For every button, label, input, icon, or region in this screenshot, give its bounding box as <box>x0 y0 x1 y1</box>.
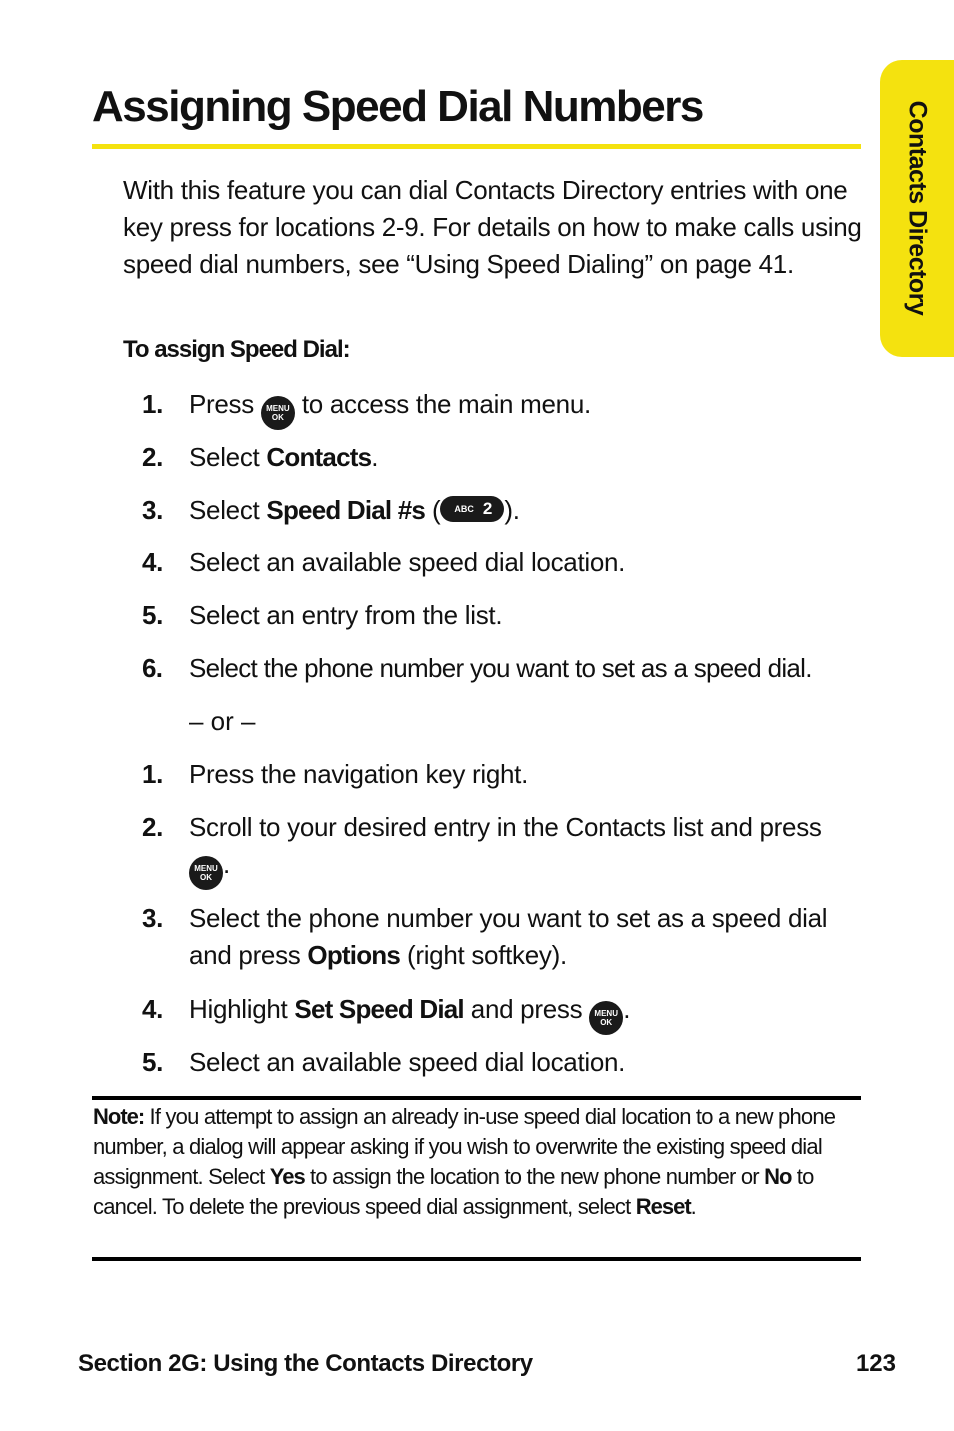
menu-ok-key-icon: MENU OK <box>189 856 223 890</box>
step-number: 1. <box>142 389 164 419</box>
menu-ok-key-icon: MENU OK <box>589 1001 623 1035</box>
procedure-heading: To assign Speed Dial: <box>123 336 350 363</box>
step-number: 3. <box>142 903 164 933</box>
note-label: Note: <box>93 1104 145 1129</box>
menu-term-contacts: Contacts <box>266 442 372 472</box>
intro-paragraph: With this feature you can dial Contacts Directory entries with one key press for locations 2-9. For details on how to make calls using speed dial numbers, see “Using Speed Dialing” on page 41. <box>123 175 862 279</box>
title-underline <box>92 144 861 149</box>
step-b3: 3. Select the phone number you want to set as a speed dial and press Options (right softkey). <box>142 900 862 974</box>
step-a4: 4. Select an available speed dial location. <box>142 544 862 581</box>
step-number: 5. <box>142 600 164 630</box>
menu-ok-key-icon: MENU OK <box>261 396 295 430</box>
page-number: 123 <box>855 1350 896 1377</box>
step-b4: 4. Highlight Set Speed Dial and press MENU OK . <box>142 991 862 1035</box>
step-number: 5. <box>142 1047 164 1077</box>
footer-section: Section 2G: Using the Contacts Directory <box>78 1350 533 1377</box>
or-separator: – or – <box>189 706 256 736</box>
note-top-rule <box>92 1096 861 1100</box>
menu-term-speed-dial: Speed Dial #s <box>266 495 426 525</box>
abc-2-key-icon: ABC 2 <box>440 496 504 522</box>
step-a5: 5. Select an entry from the list. <box>142 597 862 634</box>
step-a6: 6. Select the phone number you want to set as a speed dial. <box>142 650 862 687</box>
step-a2: 2. Select Contacts. <box>142 439 862 476</box>
step-number: 3. <box>142 495 164 525</box>
step-number: 2. <box>142 442 164 472</box>
step-a3: 3. Select Speed Dial #s ( ABC 2 ). <box>142 492 862 529</box>
note-box: Note: If you attempt to assign an already in-use speed dial location to a new phone number, a dialog will appear asking if you wish to overwrite the existing speed dial assignment. Select Yes to assign the location to the new phone number or No to cancel. To delete the previous speed dial assignment, select Reset. <box>93 1104 836 1219</box>
step-number: 4. <box>142 547 164 577</box>
step-b1: 1. Press the navigation key right. <box>142 756 862 793</box>
step-number: 2. <box>142 812 164 842</box>
step-b5: 5. Select an available speed dial location. <box>142 1044 862 1081</box>
section-tab-label: Contacts Directory <box>903 100 932 316</box>
menu-term-set-speed-dial: Set Speed Dial <box>294 994 464 1024</box>
step-number: 4. <box>142 994 164 1024</box>
step-number: 1. <box>142 759 164 789</box>
step-number: 6. <box>142 653 163 683</box>
note-bottom-rule <box>92 1257 861 1261</box>
step-b2: 2. Scroll to your desired entry in the Contacts list and press MENU OK . <box>142 809 862 890</box>
page-title: Assigning Speed Dial Numbers <box>92 82 703 131</box>
step-a1: 1. Press MENU OK to access the main menu. <box>142 386 862 430</box>
menu-term-options: Options <box>307 940 401 970</box>
